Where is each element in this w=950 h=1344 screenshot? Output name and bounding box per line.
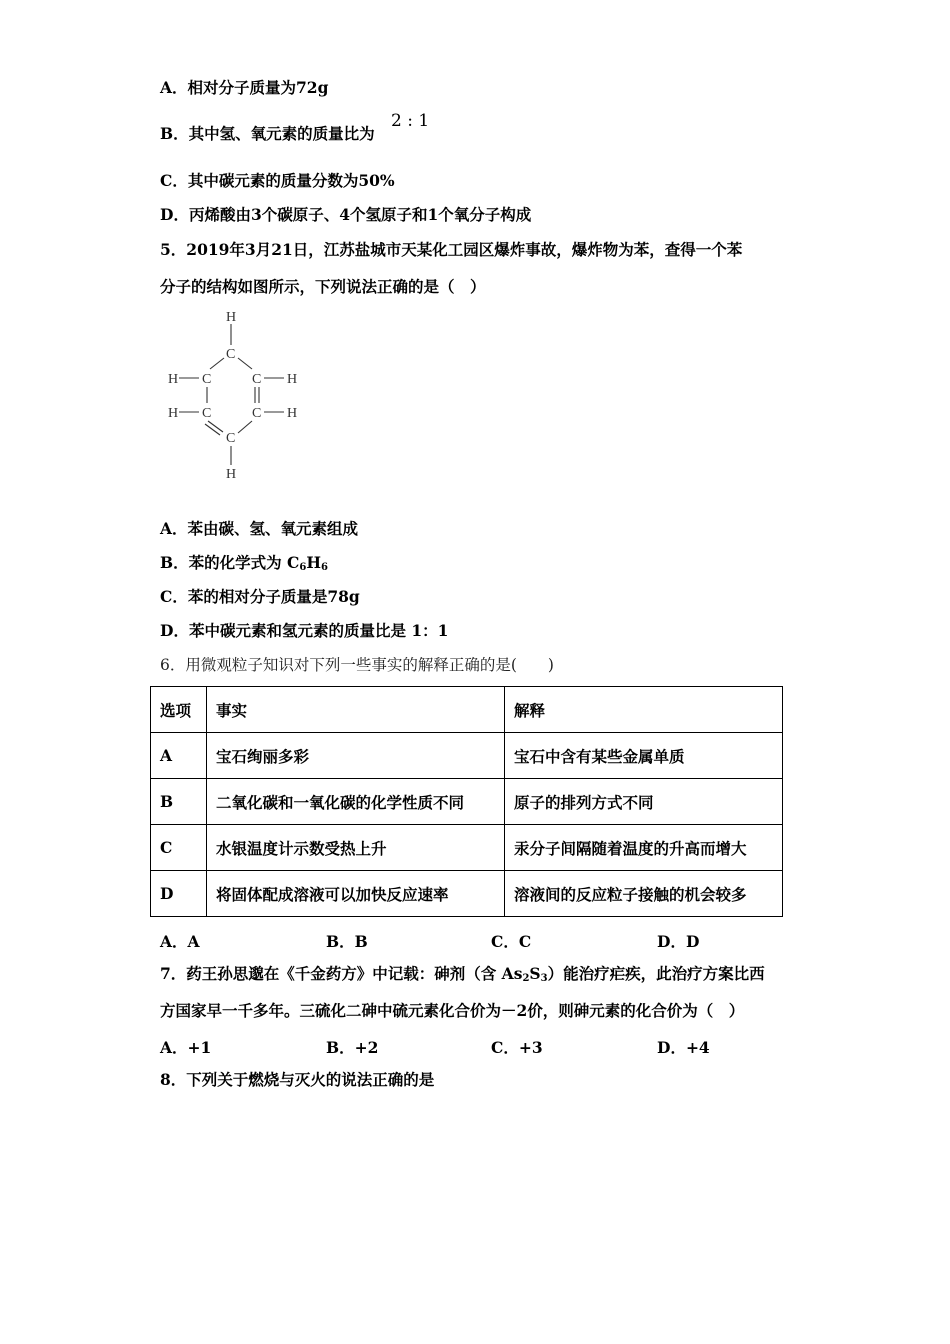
row-explanation: 原子的排列方式不同 (505, 779, 783, 825)
q7-option-a: A．+1 (160, 1038, 212, 1057)
q5-stem-line-2: 分子的结构如图所示，下列说法正确的是（ ） (160, 277, 486, 296)
q7-stem-line-2: 方国家早一千多年。三硫化二砷中硫元素化合价为－2价，则砷元素的化合价为（ ） (160, 1001, 745, 1020)
row-option: C (151, 825, 207, 871)
q6-option-c: C．C (491, 932, 532, 951)
q6-option-a: A．A (160, 932, 200, 951)
q6-option-b: B．B (326, 932, 368, 951)
q6-facts-table (150, 686, 783, 917)
atom-c-upper-right: C (252, 372, 262, 387)
row-fact: 水银温度计示数受热上升 (207, 825, 505, 871)
q7-option-c: C．+3 (491, 1038, 543, 1057)
q5-option-d: D．苯中碳元素和氢元素的质量比是 1：1 (160, 621, 449, 640)
table-header-row (151, 687, 783, 733)
q6-stem: 6．用微观粒子知识对下列一些事实的解释正确的是( ) (160, 656, 554, 674)
row-fact: 二氧化碳和一氧化碳的化学性质不同 (207, 779, 505, 825)
q4-option-a: A．相对分子质量为72g (160, 78, 329, 97)
row-option: B (151, 779, 207, 825)
atom-c-lower-right: C (252, 406, 262, 421)
atom-c-bottom: C (226, 431, 236, 446)
row-option: A (151, 733, 207, 779)
row-explanation: 宝石中含有某些金属单质 (505, 733, 783, 779)
atom-h-lower-left: H (168, 406, 179, 421)
q4-option-b: B．其中氢、氧元素的质量比为 (160, 124, 375, 143)
table-row (151, 825, 783, 871)
bond-c-c-top-right (238, 358, 252, 369)
row-option: D (151, 871, 207, 917)
atom-h-upper-left: H (168, 372, 179, 387)
q7-option-d: D．+4 (657, 1038, 710, 1057)
q4-ratio: 2 : 1 (391, 111, 430, 131)
q5-option-c: C．苯的相对分子质量是78g (160, 587, 360, 606)
row-fact: 将固体配成溶液可以加快反应速率 (207, 871, 505, 917)
bond-c-c-bottom-left-b (205, 424, 220, 435)
atom-h-lower-right: H (287, 406, 298, 421)
bond-c-c-bottom-left-a (208, 421, 223, 432)
bond-c-c-bottom-right (238, 421, 252, 433)
row-explanation: 汞分子间隔随着温度的升高而增大 (505, 825, 783, 871)
atom-c-top: C (226, 347, 236, 362)
q8-stem: 8．下列关于燃烧与灭火的说法正确的是 (160, 1070, 435, 1089)
header-fact: 事实 (207, 687, 505, 733)
q4-option-d: D．丙烯酸由3个碳原子、4个氢原子和1个氧分子构成 (160, 205, 532, 224)
q5-stem-line-1: 5．2019年3月21日，江苏盐城市天某化工园区爆炸事故，爆炸物为苯，查得一个苯 (160, 240, 743, 259)
q5-option-a: A．苯由碳、氢、氧元素组成 (160, 519, 359, 538)
q5-option-b: B．苯的化学式为 $C_6H_6$ (160, 553, 328, 573)
row-fact: 宝石绚丽多彩 (207, 733, 505, 779)
bond-c-c-top-left (210, 358, 224, 369)
table-row (151, 733, 783, 779)
row-explanation: 溶液间的反应粒子接触的机会较多 (505, 871, 783, 917)
table-row (151, 779, 783, 825)
q6-option-d: D．D (657, 932, 700, 951)
q7-stem-line-1: 7．药王孙思邈在《千金药方》中记载：砷剂（含 $As_2S_3$）能治疗疟疾，此治疗方案比西 (160, 964, 765, 984)
atom-c-upper-left: C (202, 372, 212, 387)
table-row (151, 871, 783, 917)
q4-option-c: C．其中碳元素的质量分数为50% (160, 171, 395, 190)
atom-h-upper-right: H (287, 372, 298, 387)
benzene-structure-diagram (160, 305, 310, 485)
atom-h-top: H (226, 310, 237, 325)
atom-c-lower-left: C (202, 406, 212, 421)
q7-option-b: B．+2 (326, 1038, 379, 1057)
header-option: 选项 (151, 687, 207, 733)
atom-h-bottom: H (226, 467, 237, 482)
header-explanation: 解释 (505, 687, 783, 733)
